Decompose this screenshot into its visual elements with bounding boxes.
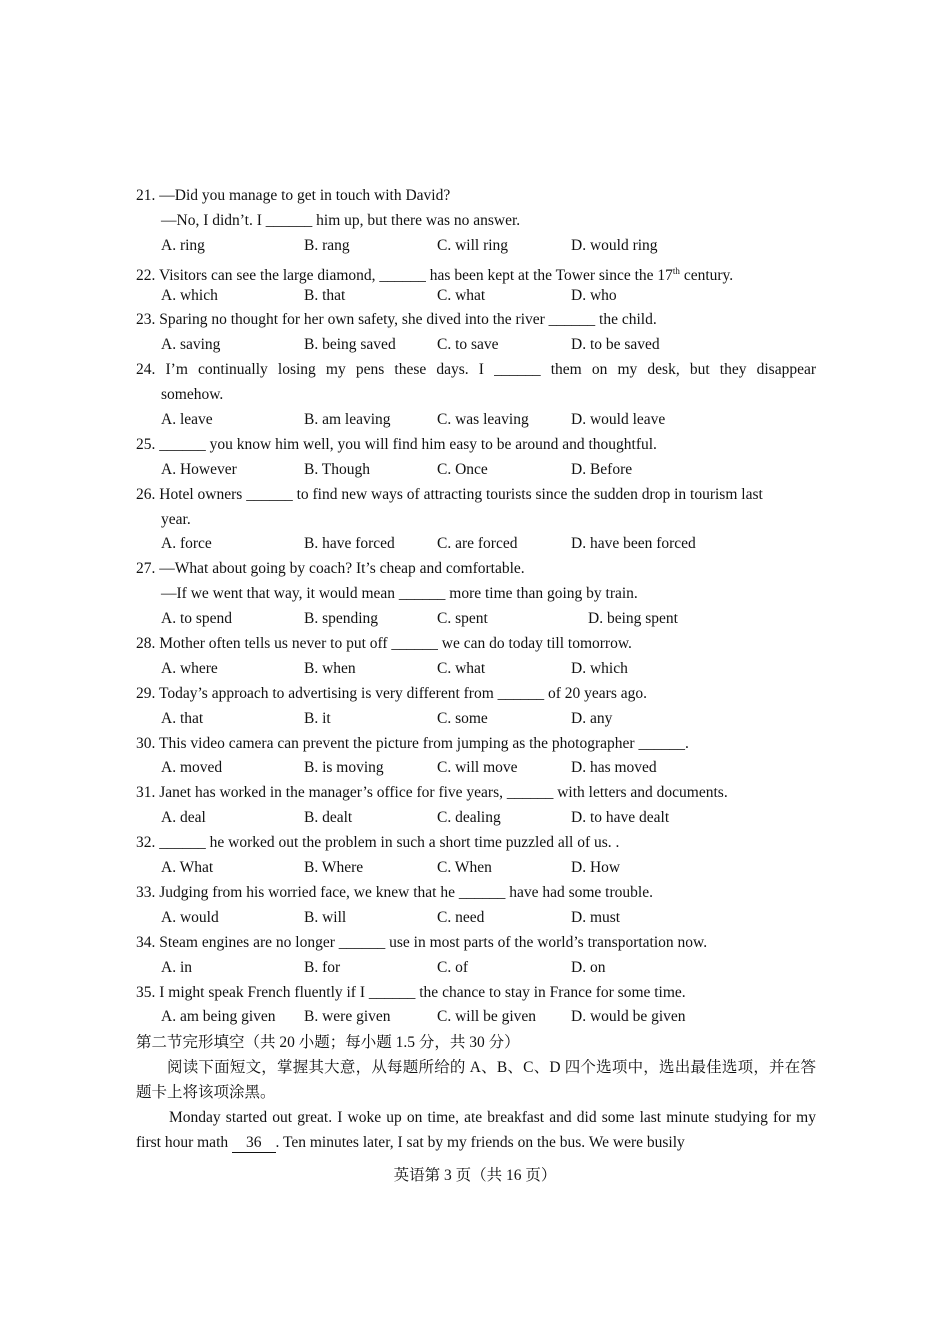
question-stem: 31. Janet has worked in the manager’s office for five years, ______ with letters and documents. bbox=[136, 784, 728, 802]
options-row bbox=[136, 806, 816, 831]
question-stem-continued: —If we went that way, it would mean ______ more time than going by train. bbox=[161, 585, 638, 603]
option-c: C. to save bbox=[437, 336, 499, 354]
options-row bbox=[136, 458, 816, 483]
question-item bbox=[136, 308, 816, 358]
blank-36: 36 bbox=[232, 1134, 276, 1153]
option-d: D. any bbox=[571, 709, 613, 727]
question-item bbox=[136, 781, 816, 831]
question-item bbox=[136, 881, 816, 931]
option-b: B. is moving bbox=[304, 759, 384, 777]
question-stem: 24. I’m continually losing my pens these days. I ______ them on my desk, but they disappear bbox=[136, 361, 816, 379]
option-c: C. will move bbox=[437, 759, 518, 777]
option-c: C. need bbox=[437, 908, 485, 926]
option-c: C. what bbox=[437, 286, 486, 304]
options-row bbox=[136, 756, 816, 781]
option-a: A. saving bbox=[161, 336, 221, 354]
option-d: D. on bbox=[571, 958, 606, 976]
question-stem: 29. Today’s approach to advertising is very different from ______ of 20 years ago. bbox=[136, 684, 648, 702]
question-stem-continued: —No, I didn’t. I ______ him up, but there was no answer. bbox=[161, 211, 521, 229]
option-b: B. Where bbox=[304, 859, 364, 877]
options-row bbox=[136, 856, 816, 881]
options-row bbox=[136, 956, 816, 981]
option-b: B. being saved bbox=[304, 336, 396, 354]
option-a: A. However bbox=[161, 460, 237, 478]
question-stem: 30. This video camera can prevent the picture from jumping as the photographer ______. bbox=[136, 734, 689, 752]
option-a: A. ring bbox=[161, 236, 205, 254]
option-a: A. am being given bbox=[161, 1008, 276, 1026]
option-d: D. who bbox=[571, 286, 617, 304]
page-footer: 英语第 3 页（共 16 页） bbox=[393, 1167, 557, 1184]
question-item bbox=[136, 732, 816, 782]
option-a: A. in bbox=[161, 958, 192, 976]
question-item bbox=[136, 981, 816, 1031]
option-c: C. Once bbox=[437, 460, 488, 478]
option-c: C. of bbox=[437, 958, 468, 976]
question-item bbox=[136, 483, 816, 558]
question-item bbox=[136, 184, 816, 259]
option-a: A. that bbox=[161, 709, 204, 727]
question-item bbox=[136, 682, 816, 732]
question-stem: 28. Mother often tells us never to put off ______ we can do today till tomorrow. bbox=[136, 635, 632, 653]
option-b: B. Though bbox=[304, 460, 371, 478]
question-item bbox=[136, 632, 816, 682]
option-d: D. to have dealt bbox=[571, 809, 670, 827]
question-stem-continued: somehow. bbox=[161, 386, 224, 404]
option-b: B. it bbox=[304, 709, 331, 727]
option-a: A. moved bbox=[161, 759, 223, 777]
option-b: B. have forced bbox=[304, 535, 395, 553]
option-c: C. will ring bbox=[437, 236, 509, 254]
option-b: B. for bbox=[304, 958, 341, 976]
question-item bbox=[136, 931, 816, 981]
question-stem: 25. ______ you know him well, you will find him easy to be around and thoughtful. bbox=[136, 435, 657, 453]
section-heading: 第二节完形填空（共 20 小题；每小题 1.5 分，共 30 分） bbox=[136, 1034, 520, 1052]
option-b: B. rang bbox=[304, 236, 350, 254]
option-d: D. How bbox=[571, 859, 621, 877]
option-d: D. which bbox=[571, 659, 628, 677]
question-stem: 22. Visitors can see the large diamond, ______ has been kept at the Tower since the 17th century. bbox=[136, 265, 734, 284]
options-row bbox=[136, 707, 816, 732]
option-a: A. would bbox=[161, 908, 219, 926]
option-d: D. would leave bbox=[571, 411, 666, 429]
option-b: B. were given bbox=[304, 1008, 391, 1026]
question-stem: 33. Judging from his worried face, we knew that he ______ have had some trouble. bbox=[136, 883, 653, 901]
question-stem: 23. Sparing no thought for her own safety, she dived into the river ______ the child. bbox=[136, 311, 657, 329]
options-row bbox=[136, 408, 816, 433]
option-d: D. would ring bbox=[571, 236, 658, 254]
option-d: D. being spent bbox=[588, 610, 678, 628]
question-stem: 34. Steam engines are no longer ______ use in most parts of the world’s transportation now. bbox=[136, 933, 708, 951]
question-item bbox=[136, 358, 816, 433]
option-c: C. was leaving bbox=[437, 411, 529, 429]
option-c: C. will be given bbox=[437, 1008, 537, 1026]
exam-page bbox=[136, 184, 816, 1155]
option-b: B. when bbox=[304, 659, 356, 677]
options-row bbox=[136, 1005, 816, 1030]
option-d: D. must bbox=[571, 908, 621, 926]
option-a: A. leave bbox=[161, 411, 213, 429]
option-d: D. have been forced bbox=[571, 535, 696, 553]
question-stem: 27. —What about going by coach? It’s cheap and comfortable. bbox=[136, 560, 525, 578]
option-c: C. some bbox=[437, 709, 488, 727]
option-a: A. deal bbox=[161, 809, 206, 827]
option-c: C. When bbox=[437, 859, 492, 877]
option-d: D. would be given bbox=[571, 1008, 686, 1026]
option-a: A. to spend bbox=[161, 610, 233, 628]
question-item bbox=[136, 433, 816, 483]
question-stem-continued: year. bbox=[161, 510, 191, 528]
option-a: A. which bbox=[161, 286, 218, 304]
option-c: C. dealing bbox=[437, 809, 501, 827]
options-row bbox=[136, 234, 816, 259]
question-item bbox=[136, 259, 816, 309]
option-b: B. am leaving bbox=[304, 411, 391, 429]
option-c: C. what bbox=[437, 659, 486, 677]
option-b: B. that bbox=[304, 286, 346, 304]
question-item bbox=[136, 831, 816, 881]
options-row bbox=[136, 284, 816, 309]
section-instruction: 阅读下面短文，掌握其大意，从每题所给的 A、B、C、D 四个选项中，选出最佳选项，并在答题卡上将该项涂黑。 bbox=[136, 1059, 816, 1102]
option-b: B. spending bbox=[304, 610, 379, 628]
question-stem: 32. ______ he worked out the problem in such a short time puzzled all of us. . bbox=[136, 834, 620, 852]
question-stem: 35. I might speak French fluently if I ______ the chance to stay in France for some time. bbox=[136, 983, 686, 1001]
option-c: C. spent bbox=[437, 610, 488, 628]
option-b: B. will bbox=[304, 908, 347, 926]
options-row bbox=[136, 657, 816, 682]
options-row bbox=[136, 532, 816, 557]
question-stem: 26. Hotel owners ______ to find new ways of attracting tourists since the sudden drop in tourism last bbox=[136, 485, 763, 503]
option-c: C. are forced bbox=[437, 535, 518, 553]
option-a: A. force bbox=[161, 535, 212, 553]
options-row bbox=[136, 906, 816, 931]
option-d: D. has moved bbox=[571, 759, 657, 777]
option-a: A. What bbox=[161, 859, 214, 877]
option-a: A. where bbox=[161, 659, 218, 677]
option-d: D. to be saved bbox=[571, 336, 660, 354]
cloze-passage: Monday started out great. I woke up on time, ate breakfast and did some last minute studying for my first hour math 36 . Ten minutes later, I sat by my friends on the bus. We were busily bbox=[136, 1109, 816, 1152]
option-d: D. Before bbox=[571, 460, 633, 478]
options-row bbox=[136, 333, 816, 358]
question-stem: 21. —Did you manage to get in touch with David? bbox=[136, 187, 451, 204]
option-b: B. dealt bbox=[304, 809, 353, 827]
options-row bbox=[136, 607, 816, 632]
question-item bbox=[136, 557, 816, 632]
